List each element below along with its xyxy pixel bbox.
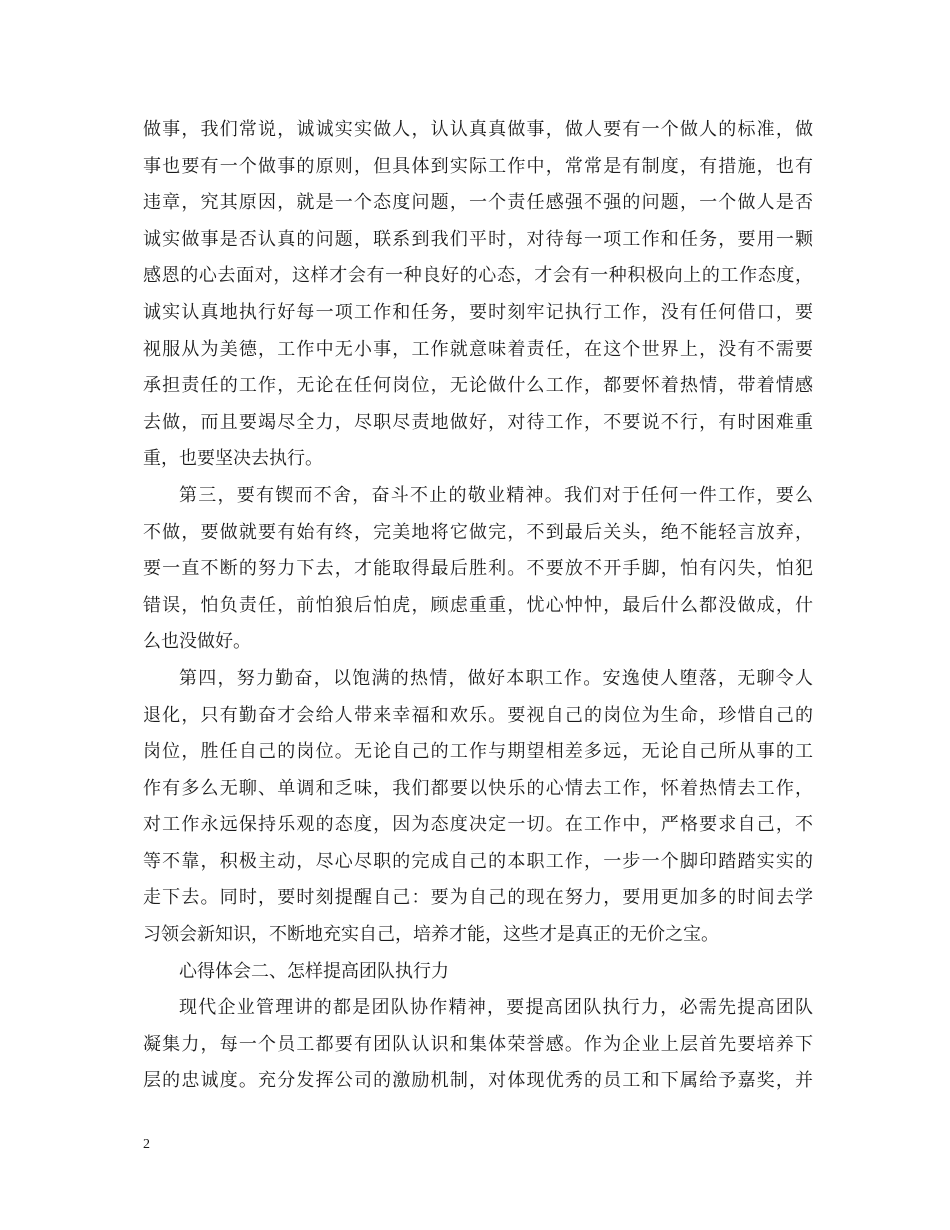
text-line: 诚实认真地执行好每一项工作和任务，要时刻牢记执行工作，没有任何借口，要 (143, 301, 813, 323)
text-line: 对工作永远保持乐观的态度，因为态度决定一切。在工作中，严格要求自己，不 (143, 814, 813, 836)
text-line: 凝集力，每一个员工都要有团队认识和集体荣誉感。作为企业上层首先要培养下 (143, 1033, 813, 1055)
text-line: 第三，要有锲而不舍，奋斗不止的敬业精神。我们对于任何一件工作，要么 (179, 484, 813, 506)
text-line: 现代企业管理讲的都是团队协作精神，要提高团队执行力，必需先提高团队 (179, 997, 813, 1019)
text-line: 退化，只有勤奋才会给人带来幸福和欢乐。要视自己的岗位为生命，珍惜自己的 (143, 704, 813, 726)
text-line: 承担责任的工作，无论在任何岗位，无论做什么工作，都要怀着热情，带着情感 (143, 375, 813, 397)
text-line: 视服从为美德，工作中无小事，工作就意味着责任，在这个世界上，没有不需要 (143, 338, 813, 360)
text-line: 岗位，胜任自己的岗位。无论自己的工作与期望相差多远，无论自己所从事的工 (143, 741, 813, 763)
text-line: 要一直不断的努力下去，才能取得最后胜利。不要放不开手脚，怕有闪失，怕犯 (143, 558, 813, 580)
text-line: 做事，我们常说，诚诚实实做人，认认真真做事，做人要有一个做人的标准，做 (143, 119, 813, 140)
text-line: 心得体会二、怎样提高团队执行力 (179, 960, 449, 982)
text-line: 习领会新知识，不断地充实自己，培养才能，这些才是真正的无价之宝。 (143, 924, 719, 946)
text-line: 走下去。同时，要时刻提醒自己：要为自己的现在努力，要用更加多的时间去学 (143, 887, 813, 909)
document-body (143, 112, 813, 1100)
text-line: 层的忠诚度。充分发挥公司的激励机制，对体现优秀的员工和下属给予嘉奖，并 (143, 1070, 813, 1092)
text-line: 事也要有一个做事的原则，但具体到实际工作中，常常是有制度，有措施，也有 (143, 155, 813, 177)
text-line: 等不靠，积极主动，尽心尽职的完成自己的本职工作，一步一个脚印踏踏实实的 (143, 850, 813, 872)
text-line: 违章，究其原因，就是一个态度问题，一个责任感强不强的问题，一个做人是否 (143, 192, 813, 214)
text-line: 作有多么无聊、单调和乏味，我们都要以快乐的心情去工作，怀着热情去工作， (143, 777, 813, 799)
text-line: 错误，怕负责任，前怕狼后怕虎，顾虑重重，忧心忡忡，最后什么都没做成，什 (143, 594, 813, 616)
text-line: 感恩的心去面对，这样才会有一种良好的心态，才会有一种积极向上的工作态度， (143, 265, 813, 287)
text-line: 第四，努力勤奋，以饱满的热情，做好本职工作。安逸使人堕落，无聊令人 (179, 667, 813, 689)
page-number: 2 (143, 1137, 150, 1152)
text-line: 重，也要坚决去执行。 (143, 448, 323, 470)
text-line: 么也没做好。 (143, 631, 251, 653)
text-line: 去做，而且要竭尽全力，尽职尽责地做好，对待工作，不要说不行，有时困难重 (143, 411, 813, 433)
text-line: 诚实做事是否认真的问题，联系到我们平时，对待每一项工作和任务，要用一颗 (143, 228, 813, 250)
text-line: 不做，要做就要有始有终，完美地将它做完，不到最后关头，绝不能轻言放弃， (143, 521, 813, 543)
